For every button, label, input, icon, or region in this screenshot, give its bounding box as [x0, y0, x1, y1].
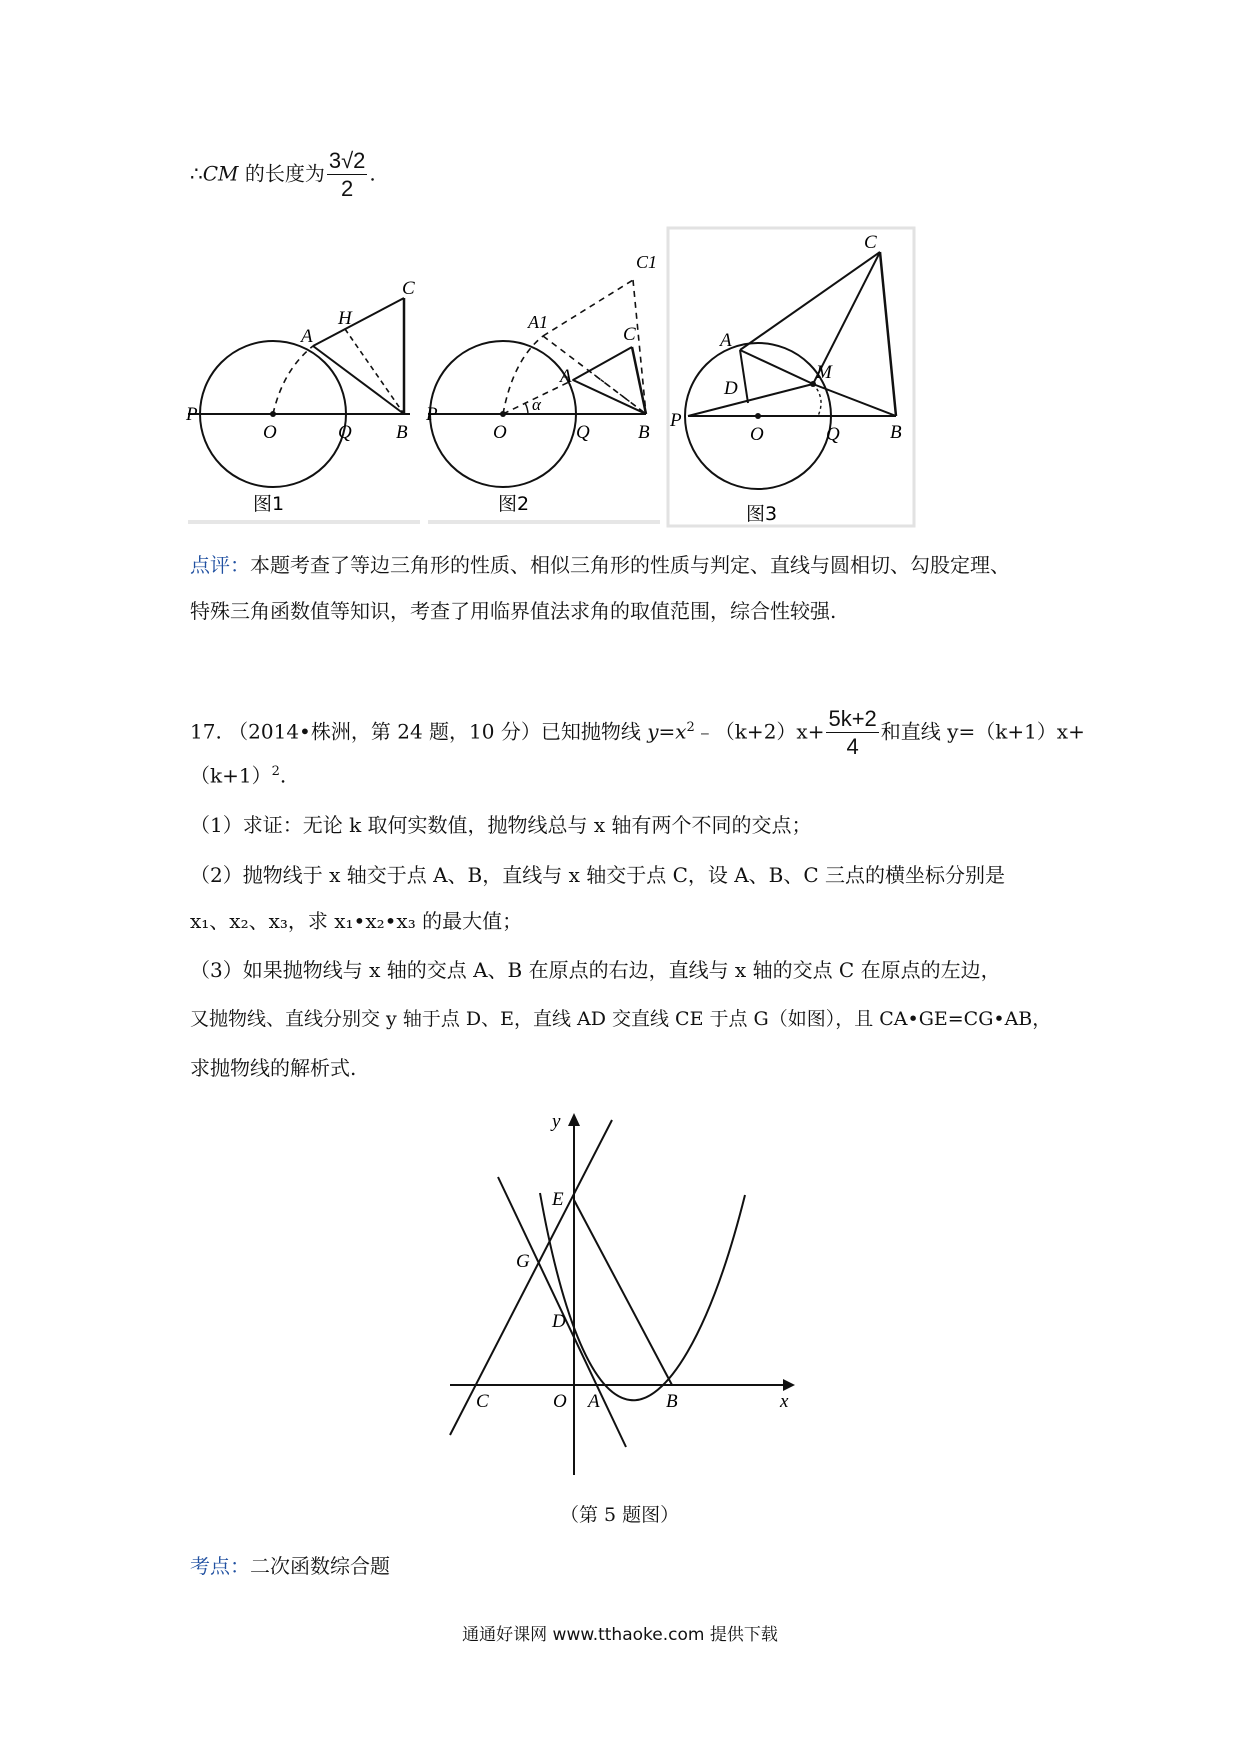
problem-line-2: $(k+1)^2$. — [190, 763, 287, 788]
fig3-label-d: D — [724, 378, 738, 399]
cm-variable: CM — [202, 161, 239, 186]
fig2-label-o: O — [493, 422, 507, 443]
fraction-denominator: 4 — [846, 734, 859, 759]
fig2-label-c1: C1 — [636, 252, 658, 272]
figure-1 — [188, 230, 420, 530]
comment-label: 点评： — [190, 553, 250, 577]
question-1 — [190, 815, 812, 835]
graph-label-b: B — [666, 1391, 678, 1412]
fig2-caption: 图2 — [498, 493, 530, 515]
question-3-line-2 — [190, 1010, 1051, 1029]
graph-label-c: C — [476, 1391, 489, 1412]
comment-text-2: 特殊三角函数值等知识，考查了用临界值法求角的取值范围，综合性较强. — [190, 599, 837, 623]
graph-label-a: A — [588, 1391, 600, 1412]
problem-line-1: 17. （2014•株洲，第 24 题，10 分）已知抛物线 $y=x^2﹣(k+2)x+$ $\frac{5k+2}{4}$ 和直线 y=（k+1）x+ — [190, 706, 1085, 759]
question-3-text-c: 求抛物线的解析式. — [190, 1056, 357, 1080]
graph-label-x: x — [780, 1391, 789, 1412]
fig1-dashed-bh — [345, 329, 404, 414]
line-eb — [574, 1200, 672, 1385]
question-1-text: （1）求证：无论 k 取何实数值，抛物线总与 x 轴有两个不同的交点； — [190, 813, 812, 837]
comment-line-2 — [190, 601, 836, 621]
question-2-line-2 — [190, 911, 522, 931]
x-axis-arrow — [783, 1379, 795, 1391]
kaodian-line — [190, 1556, 390, 1576]
y-axis-arrow — [568, 1113, 580, 1126]
fig2-label-a1: A1 — [528, 312, 548, 332]
parabola-graph — [440, 1105, 810, 1485]
figure-3 — [668, 228, 918, 534]
comment-text-1: 本题考查了等边三角形的性质、相似三角形的性质与判定、直线与圆相切、勾股定理、 — [250, 553, 1010, 577]
cm-fraction — [327, 150, 368, 200]
fig2-label-a: A — [560, 366, 572, 387]
figure-2 — [428, 230, 668, 530]
conclusion-period: . — [369, 161, 376, 186]
parabola-fraction — [826, 708, 878, 758]
question-3-line-3 — [190, 1058, 356, 1078]
page-footer: 通通好课网 www.tthaoke.com 提供下载 — [462, 1625, 778, 1645]
kaodian-text: 二次函数综合题 — [250, 1554, 390, 1578]
fig3-label-b: B — [890, 422, 902, 443]
fig1-label-q: Q — [338, 422, 352, 443]
kaodian-label: 考点： — [190, 1554, 250, 1578]
conclusion-line — [190, 150, 376, 200]
fig3-label-c: C — [864, 232, 877, 253]
fig3-label-o: O — [750, 424, 764, 445]
question-2-text-a: （2）抛物线于 x 轴交于点 A、B，直线与 x 轴交于点 C，设 A、B、C 三点的横坐标分别是 — [190, 863, 1006, 887]
graph-label-y: y — [552, 1111, 561, 1132]
fraction-denominator: 2 — [341, 176, 354, 201]
and-line-text: 和直线 — [880, 719, 948, 744]
question-2-text-b: x₁、x₂、x₃，求 x₁•x₂•x₃ 的最大值； — [190, 909, 523, 933]
line-ce — [450, 1120, 612, 1435]
fraction-numerator: 3√2 — [328, 148, 366, 173]
fig1-label-a: A — [301, 326, 313, 347]
fig2-label-q: Q — [576, 422, 590, 443]
comment-line-1 — [190, 555, 1010, 575]
fraction-numerator: 5k+2 — [828, 706, 877, 731]
graph-caption: （第 5 题图） — [560, 1504, 680, 1526]
fig2-label-c: C — [623, 324, 636, 345]
conclusion-text: 的长度为 — [238, 161, 325, 186]
question-3-text-a: （3）如果抛物线与 x 轴的交点 A、B 在原点的右边，直线与 x 轴的交点 C 在原点的左边， — [190, 958, 1001, 982]
fig2-label-b: B — [638, 422, 650, 443]
question-3-line-1 — [190, 960, 1001, 980]
question-3-text-b: 又抛物线、直线分别交 y 轴于点 D、E，直线 AD 交直线 CE 于点 G（如图），且 CA•GE=CG•AB， — [190, 1008, 1052, 1030]
parabola-eq-start: y=x — [647, 719, 687, 744]
graph-label-d: D — [552, 1311, 566, 1332]
graph-label-o: O — [553, 1391, 567, 1412]
fig1-label-h: H — [338, 308, 352, 329]
graph-label-g: G — [516, 1251, 530, 1272]
fig1-dashed-arc — [273, 346, 313, 414]
parabola-eq-mid: ﹣（k+2）x+ — [694, 719, 825, 744]
fig3-label-a: A — [720, 330, 732, 351]
fig3-label-p: P — [670, 410, 682, 431]
graph-label-e: E — [552, 1189, 564, 1210]
line-eq: y=（k+1）x+ — [947, 719, 1085, 744]
fig1-label-p: P — [186, 404, 198, 425]
therefore-symbol: ∴ — [190, 161, 203, 186]
fig3-label-q: Q — [826, 424, 840, 445]
fig1-caption: 图1 — [253, 493, 285, 515]
fig3-label-m: M — [816, 362, 832, 383]
fig1-label-b: B — [396, 422, 408, 443]
line-eq-end: （k+1） — [190, 763, 272, 788]
parabola-curve — [540, 1193, 745, 1400]
problem-intro: 17. （2014•株洲，第 24 题，10 分）已知抛物线 — [190, 719, 648, 744]
fig3-caption: 图3 — [746, 503, 778, 525]
fig1-label-c: C — [402, 278, 415, 299]
fig1-label-o: O — [263, 422, 277, 443]
fig2-label-alpha: α — [532, 395, 541, 414]
fig2-label-p: P — [426, 404, 438, 425]
question-2-line-1 — [190, 865, 1005, 885]
